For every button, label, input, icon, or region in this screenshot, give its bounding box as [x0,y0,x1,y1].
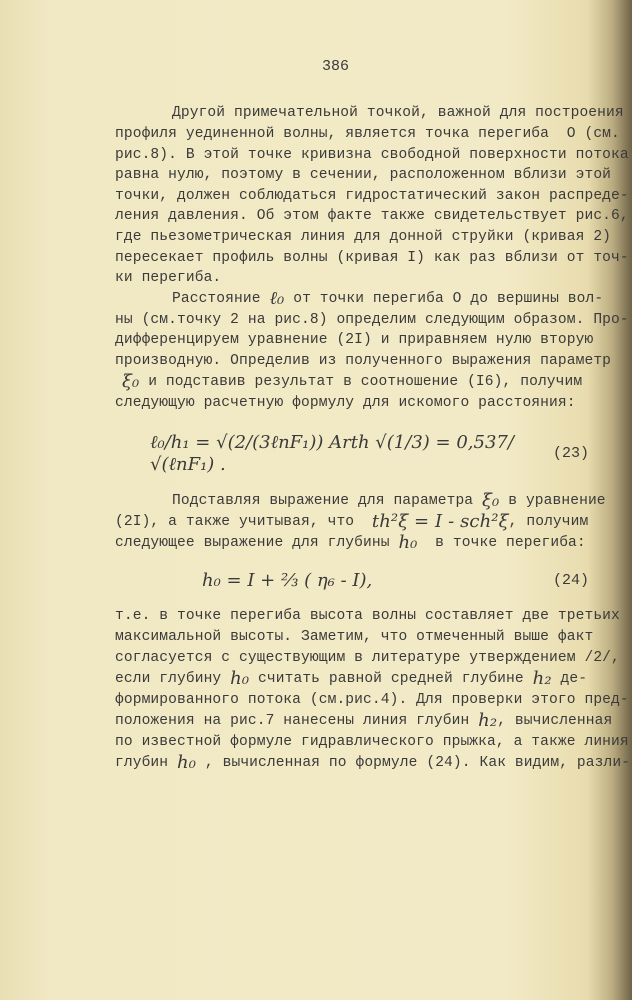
text: (2I), а также учитывая, что [115,514,372,530]
page-number: 386 [322,58,350,75]
text-line: равна нулю, поэтому в сечении, расположенном вблизи этой [115,167,612,183]
text-line: согласуется с существующим в литературе утверждением /2/, [115,650,620,666]
text: , вычисленная [497,713,613,729]
text: Расстояние [172,291,270,307]
handwritten-symbol: h₂ [478,710,498,731]
text-line: производную. Определив из полученного выражения параметр [115,353,612,369]
handwritten-symbol: ξ₀ [122,371,140,392]
text: в уравнение [499,493,606,509]
text-line: ления давления. Об этом факте также свидетельствует рис.6, [115,208,629,224]
text: де- [551,671,588,687]
text-line: ны (см.точку 2 на рис.8) определим следующим образом. Про- [115,312,629,328]
text: в точке перегиба: [417,535,586,551]
text: следующее выражение для глубины [115,535,399,551]
text: Подставляя выражение для параметра [172,493,483,509]
text-line [172,289,603,309]
text-line: по известной формуле гидравлического прыжка, а также линия [115,734,629,750]
text: считать равной средней глубине [249,671,533,687]
text-line: рис.8). В этой точке кривизна свободной поверхности потока [115,147,629,163]
equation-number: (23) [553,445,590,462]
text-line: дифференцируем уравнение (2I) и приравняем нулю вторую [115,332,594,348]
text-line: ки перегиба. [115,270,222,286]
text-line: профиля уединенной волны, является точка перегиба О (см. [115,126,620,142]
handwritten-symbol: ℓ₀ [269,288,285,309]
text-line: максимальной высоты. Заметим, что отмеченный выше факт [115,629,594,645]
text-line: пересекает профиль волны (кривая I) как раз вблизи от точ- [115,250,629,266]
text: от точки перегиба О до вершины вол- [284,291,604,307]
text: если глубину [115,671,231,687]
text: глубин [115,755,178,771]
equation-number: (24) [553,572,590,589]
text-line: т.е. в точке перегиба высота волны составляет две третьих [115,608,620,624]
text: и подставив результат в соотношение (I6), получим [139,374,583,390]
handwritten-symbol: ξ₀ [482,490,500,511]
text: , вычисленная по формуле (24). Как видим, разли- [196,755,631,771]
text-line [115,512,588,532]
equation-23: ℓ₀/h₁ = √(2/(3ℓnF₁)) Arth √(1/3) = 0,537/√(ℓnF₁) . [150,432,514,475]
equation-24: h₀ = I + ⅔ ( η₆ - I), [202,570,373,591]
text-line [115,533,586,553]
handwritten-symbol: h₂ [532,668,552,689]
handwritten-symbol: h₀ [177,752,197,773]
text-line: Другой примечательной точкой, важной для построения [172,105,624,121]
text-line [115,753,630,773]
handwritten-symbol: h₀ [398,532,418,553]
text: положения на рис.7 нанесены линия глубин [115,713,479,729]
text-line: где пьезометрическая линия для донной струйки (кривая 2) [115,229,612,245]
text: , получим [508,514,589,530]
text-line [122,372,582,392]
text-line [115,669,587,689]
text-line [115,711,612,731]
text-line: формированного потока (см.рис.4). Для проверки этого пред- [115,692,629,708]
handwritten-symbol: th²ξ = I - sch²ξ [371,511,509,532]
text-line: следующую расчетную формулу для искомого расстояния: [115,395,576,411]
text-line [172,491,606,511]
handwritten-symbol: h₀ [230,668,250,689]
text-line: точки, должен соблюдаться гидростатический закон распреде- [115,188,629,204]
